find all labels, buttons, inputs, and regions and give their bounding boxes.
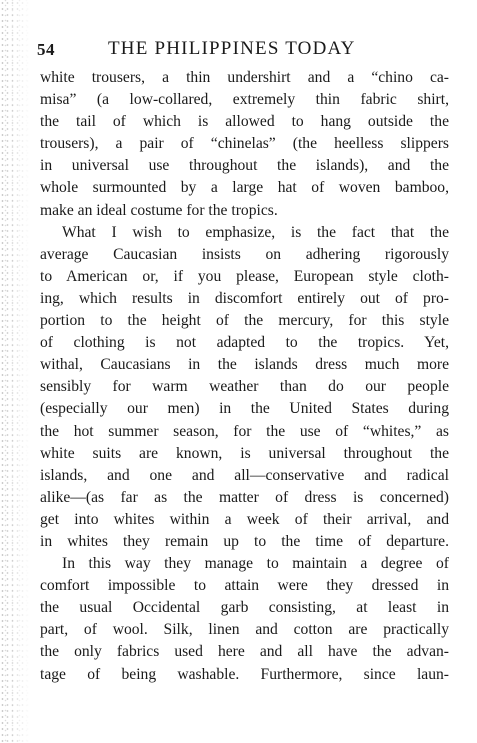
text-line: in universal use throughout the islands), and the (40, 157, 449, 175)
body-text (40, 67, 449, 686)
text-line: (especially our men) in the United States during (40, 400, 449, 418)
text-line: misa” (a low-collared, extremely thin fabric shirt, (40, 91, 449, 109)
text-line: trousers), a pair of “chinelas” (the heelless slippers (40, 135, 449, 153)
text-line: get into whites within a week of their arrival, and (40, 510, 449, 528)
scan-edge-noise (0, 0, 30, 743)
text-line: average Caucasian insists on adhering rigorously (40, 245, 449, 263)
text-line: to American or, if you please, European style cloth- (40, 267, 449, 285)
text-line: the only fabrics used here and all have the advan- (40, 643, 449, 661)
text-line: islands, and one and all—conservative and radical (40, 466, 449, 484)
page-number: 54 (37, 40, 55, 59)
paragraph-1 (40, 67, 449, 222)
text-line: the hot summer season, for the use of “whites,” as (40, 422, 449, 440)
text-line: alike—(as far as the matter of dress is concerned) (40, 488, 449, 506)
page-header (37, 38, 457, 62)
text-line: What I wish to emphasize, is the fact that the (62, 223, 449, 241)
paragraph-3 (40, 553, 449, 686)
text-line: the usual Occidental garb consisting, at least in (40, 599, 449, 617)
text-line: white trousers, a thin undershirt and a “chino ca- (40, 69, 449, 86)
text-line: sensibly for warm weather than do our people (40, 378, 449, 396)
text-line: part, of wool. Silk, linen and cotton are practically (40, 621, 449, 639)
text-line: tage of being washable. Furthermore, since laun- (40, 665, 449, 683)
text-line: withal, Caucasians in the islands dress much more (40, 356, 449, 374)
text-line: make an ideal costume for the tropics. (40, 201, 278, 219)
text-line: in whites they remain up to the time of departure. (40, 532, 449, 550)
paragraph-2 (40, 222, 449, 553)
text-line: In this way they manage to maintain a degree of (62, 555, 449, 573)
text-line: whole surmounted by a large hat of woven bamboo, (40, 179, 449, 197)
text-line: of clothing is not adapted to the tropics. Yet, (40, 334, 449, 352)
running-title: THE PHILIPPINES TODAY (108, 38, 356, 59)
text-line: the tail of which is allowed to hang outside the (40, 113, 449, 131)
text-line: white suits are known, is universal throughout the (40, 444, 449, 462)
text-line: ing, which results in discomfort entirely out of pro- (40, 289, 449, 307)
text-line: comfort impossible to attain were they dressed in (40, 577, 449, 595)
text-line: portion to the height of the mercury, for this style (40, 312, 449, 330)
